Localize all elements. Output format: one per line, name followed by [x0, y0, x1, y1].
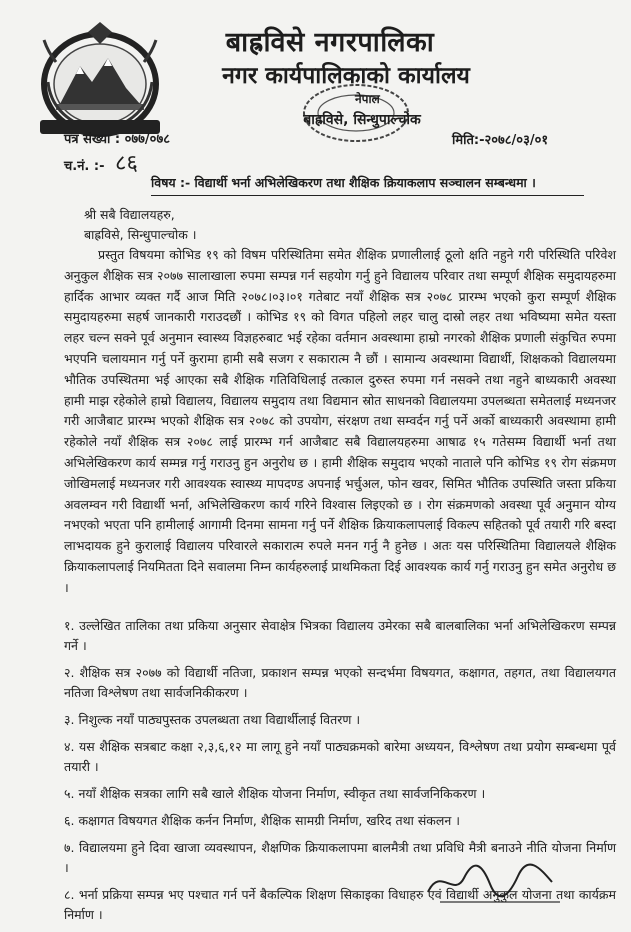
list-item: ८. भर्ना प्रक्रिया सम्पन्न भए पश्चात गर्न पर्ने बैकल्पिक शिक्षण सिकाइका विधाहरु एवं विद्यार्थी अनुकुल योजना तथा कार्यक्रम निर्माण ।	[64, 887, 616, 922]
dispatch-number: ८६	[115, 151, 138, 176]
office-address: बाह्रविसे, सिन्धुपाल्चोक	[303, 112, 421, 128]
office-name: नगर कार्यपालिकाको कार्यालय	[222, 63, 470, 89]
date-label: मिति:-	[452, 133, 485, 148]
recipient-block	[84, 205, 197, 245]
list-item: ७. विद्यालयमा हुने दिवा खाजा व्यवस्थापन, शैक्षणिक क्रियाकलापमा बालमैत्री तथा प्रविधि मैत्री बनाउने नीति योजना निर्माण ।	[64, 840, 616, 875]
municipality-emblem-icon	[30, 22, 170, 140]
stamp-text: नेपाल	[355, 92, 380, 106]
list-item: १. उल्लेखित तालिका तथा प्रकिया अनुसार सेवाक्षेत्र भित्रका विद्यालय उमेरका सबै बालबालिका भर्ना अभिलेखिकरण सम्पन्न गर्ने ।	[64, 618, 616, 653]
list-item: ६. कक्षागत विषयगत शैक्षिक कर्नन निर्माण, शैक्षिक सामग्री निर्माण, खरिद तथा संकलन ।	[64, 813, 461, 828]
letter-number: ०७७/०७८	[124, 132, 170, 147]
list-item: ५. नयाँ शैक्षिक सत्रका लागि सबै खाले शैक्षिक योजना निर्माण, स्वीकृत तथा सार्वजनिकिकरण ।	[64, 786, 486, 801]
letter-number-label: पत्र संख्या :	[64, 132, 121, 147]
dispatch-number-label: च.नं. :-	[64, 159, 105, 174]
date-value: २०७८/०३/०१	[484, 133, 549, 148]
letter-body: प्रस्तुत विषयमा कोभिड १९ को विषम परिस्थितिमा समेत शैक्षिक प्रणालीलाई ठूलो क्षति नहुने गरी परिस्थिति परिवेश अनुकुल शैक्षिक सत्र २०७७ सालाखाला रुपमा सम्पन्न गर्न सहयोग गर्नु हुने विद्यालय परिवार तथा सम्पूर्ण शैक्षिक समुदायहरुमा हार्दिक आभार व्यक्त गर्दै आज मिति २०७८।०३।०१ गतेबाट नयाँ शैक्षिक सत्र २०७८ प्रारम्भ भएको कुरा सम्पूर्ण शैक्षिक समुदायहरुमा सहर्ष जानकारी गराउदछौं । कोभिड १९ को विगत पहिलो लहर चालु दास्रो लहर तथा भविष्यमा समेत यस्ता लहर चल्न सक्ने पूर्व अनुमान स्वास्थ्य विज्ञहरुबाट भई रहेका वर्तमान अवस्थामा हाम्रो नगरको शैक्षिक प्रणाली संकुचित रुपमा भएपनि चलायमान गर्नु पर्ने कुरामा हामी सबै सजग र सकारात्म नै छौं । सामान्य अवस्थामा विद्यार्थी, शिक्षकको विद्यालयमा भौतिक उपस्थितमा भई आएका सबै शैक्षिक गतिविधिलाई तत्काल दुरुस्त रुपमा गर्न नसक्ने तथा नहुने बाध्यकारी अवस्था हामी माझ रहेकोले हाम्रो विद्यालय, विद्यालय समुदाय तथा विद्यमान स्रोत साधनको विद्यालयमा उपलब्धता समेतलाई मध्यनजर गरी आजैबाट प्रारम्भ भएको शैक्षिक सत्र २०७८ को उपयोग, संरक्षण तथा सम्वर्दन गर्नु पर्ने अर्को बाध्यकारी अवस्थामा हामी रहेकोले नयाँ शैक्षिक सत्र २०७८ लाई प्रारम्भ गर्न आजैबाट सबै विद्यालयहरुमा आषाढ १५ गतेसम्म विद्यार्थी भर्ना तथा अभिलेखिकरण कार्य सम्मन्न गर्नु गराउनु हुन अनुरोध छ । हामी शैक्षिक समुदाय भएको नाताले पनि कोभिड १९ रोग संक्रमण जोखिमलाई मध्यनजर गरी आवश्यक स्वास्थ्य मापदण्ड अपनाई भर्चुअल, फोन खवर, सिमित भौतिक उपस्थिति जस्ता प्रकिया अवलम्वन गरी विद्यार्थी भर्ना, अभिलेखिकरण कार्य गरिने विश्वास लिइएको छ । रोग संक्रमणको अवस्था पूर्व अनुमान योग्य नभएको भएता पनि हामीलाई आगामी दिनमा सामना गर्नु पर्ने शैक्षिक क्रियाकलापलाई विकल्प सहितको पूर्व तयारी गरि बस्दा लाभदायक हुने कुरालाई विद्यालय परिवारले सकारात्म रुपले मनन गर्नु नै हुनेछ । अतः यस परिस्थितिमा विद्यालयले शैक्षिक क्रियाकलापलाई नियमितता दिने सवालमा निम्न कार्यहरुलाई प्राथमिकता दिई आवश्यक कार्य गर्नु गराउनु हुन समेत अनुरोध छ ।	[64, 247, 616, 595]
list-item: ३. निशुल्क नयाँ पाठ्यपुस्तक उपलब्धता तथा विद्यार्थीलाई वितरण ।	[64, 712, 361, 727]
letter-date	[452, 130, 548, 148]
signature-icon	[420, 858, 570, 908]
subject-underline	[151, 195, 584, 196]
recipient-line: श्री सबै विद्यालयहरु,	[84, 207, 175, 222]
letter-meta	[64, 128, 170, 176]
recipient-address: बाह्रविसे, सिन्धुपाल्चोक ।	[84, 227, 197, 242]
list-item: २. शैक्षिक सत्र २०७७ को विद्यार्थी नतिजा, प्रकाशन सम्पन्न भएको सन्दर्भमा विषयगत, कक्षागत, तहगत, तथा विद्यालयगत नतिजा विश्लेषण तथा सार्वजनिकीकरण ।	[64, 665, 616, 700]
organization-name: बाह्रविसे नगरपालिका	[225, 27, 435, 58]
subject-line: विषय :- विद्यार्थी भर्ना अभिलेखिकरण तथा शैक्षिक क्रियाकलाप सञ्चालन सम्बन्धमा ।	[151, 175, 536, 190]
list-item: ४. यस शैक्षिक सत्रबाट कक्षा २,३,६,१२ मा लागू हुने नयाँ पाठ्यक्रमको बारेमा अध्ययन, विश्लेषण तथा प्रयोग सम्बन्धमा पूर्व तयारी ।	[64, 739, 616, 774]
